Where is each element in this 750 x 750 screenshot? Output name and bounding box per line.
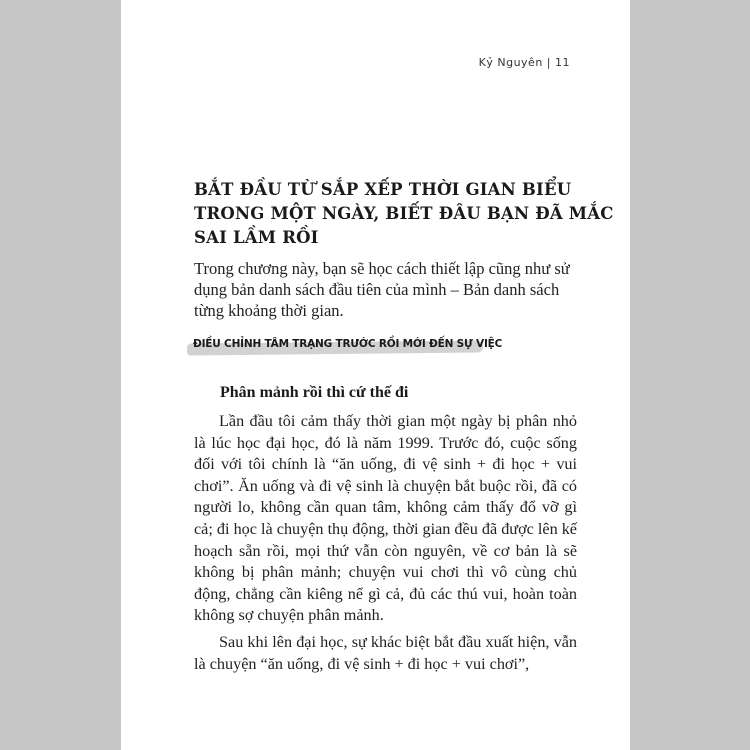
running-header: Kỷ Nguyên | 11	[478, 56, 570, 69]
chapter-intro: Trong chương này, bạn sẽ học cách thiết lập cũng như sử dụng bản danh sách đầu tiên của mình – Bản danh sách từng khoảng thời gian.	[194, 259, 570, 320]
book-page	[121, 0, 630, 750]
section-banner	[187, 335, 503, 357]
body-paragraph: Lần đầu tôi cảm thấy thời gian một ngày bị phân nhỏ là lúc học đại học, đó là năm 1999. Trước đó, cuộc sống đối với tôi chính là “ăn uống, đi vệ sinh + đi học + vui chơi”. Ăn uống và đi vệ sinh là chuyện bắt buộc rồi, đã có người lo, không cần quan tâm, không cảm thấy đổ vỡ gì cả; đi học là chuyện thụ động, thời gian đều đã được lên kế hoạch sẵn rồi, mọi thứ vẫn còn nguyên, về cơ bản là sẽ không bị phân mảnh; chuyện vui chơi thì vô cùng chủ động, chẳng cần kiêng nể gì cả, đủ các thú vui, hoàn toàn không sợ chuyện phân mảnh.	[194, 412, 577, 625]
section-banner-label: ĐIỀU CHỈNH TÂM TRẠNG TRƯỚC RỒI MỚI ĐẾN SỰ VIỆC	[193, 338, 503, 350]
body-paragraph: Sau khi lên đại học, sự khác biệt bắt đầu xuất hiện, vẫn là chuyện “ăn uống, đi vệ sinh + đi học + vui chơi”,	[194, 633, 577, 673]
section-subheading: Phân mảnh rồi thì cứ thế đi	[220, 384, 409, 401]
chapter-title: BẮT ĐẦU TỪ SẮP XẾP THỜI GIAN BIỂU TRONG MỘT NGÀY, BIẾT ĐÂU BẠN ĐÃ MẮC SAI LẦM RỒI	[194, 180, 614, 247]
